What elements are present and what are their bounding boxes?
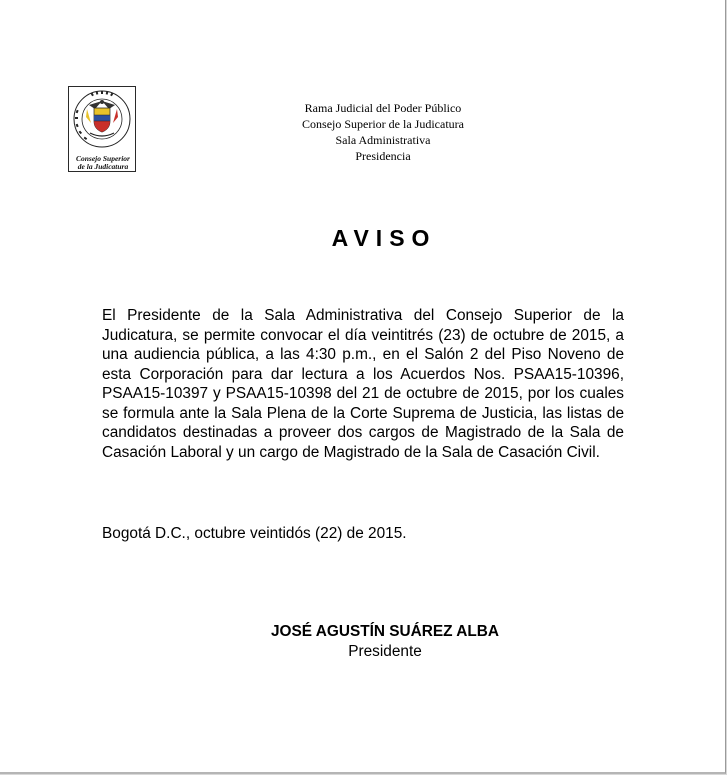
header-line-consejo-superior: Consejo Superior de la Judicatura — [302, 117, 464, 131]
header-line-sala-administrativa: Sala Administrativa — [335, 133, 431, 147]
header-line-presidencia: Presidencia — [355, 149, 411, 163]
header-line-rama-judicial: Rama Judicial del Poder Público — [304, 101, 462, 115]
signature-block — [180, 622, 590, 662]
document-header — [250, 100, 516, 164]
logo-caption-line2: de la Judicatura — [77, 162, 129, 171]
date-line: Bogotá D.C., octubre veintidós (22) de 2015. — [102, 525, 407, 542]
notice-title: AVISO — [331, 225, 437, 251]
colombia-coat-of-arms-seal-icon — [69, 87, 135, 155]
logo-caption-line1: Consejo Superior — [76, 154, 130, 163]
notice-body: El Presidente de la Sala Administrativa del Consejo Superior de la Judicatura, se permite convocar el día veintitrés (23) de octubre de 2015, a una audiencia pública, a las 4:30 p.m., en el Salón 2 del Piso Noveno de esta Corporación para dar lectura a los Acuerdos Nos. PSAA15-10396, PSAA15-10397 y PSAA15-10398 del 21 de octubre de 2015, por los cuales se formula ante la Sala Plena de la Corte Suprema de Justicia, las listas de candidatos destinadas a proveer dos cargos de Magistrado de la Sala de Casación Laboral y un cargo de Magistrado de la Sala de Casación Civil. — [102, 307, 624, 461]
signatory-name: JOSÉ AGUSTÍN SUÁREZ ALBA — [270, 623, 500, 640]
signatory-role: Presidente — [348, 643, 422, 660]
consejo-superior-logo — [68, 86, 136, 172]
